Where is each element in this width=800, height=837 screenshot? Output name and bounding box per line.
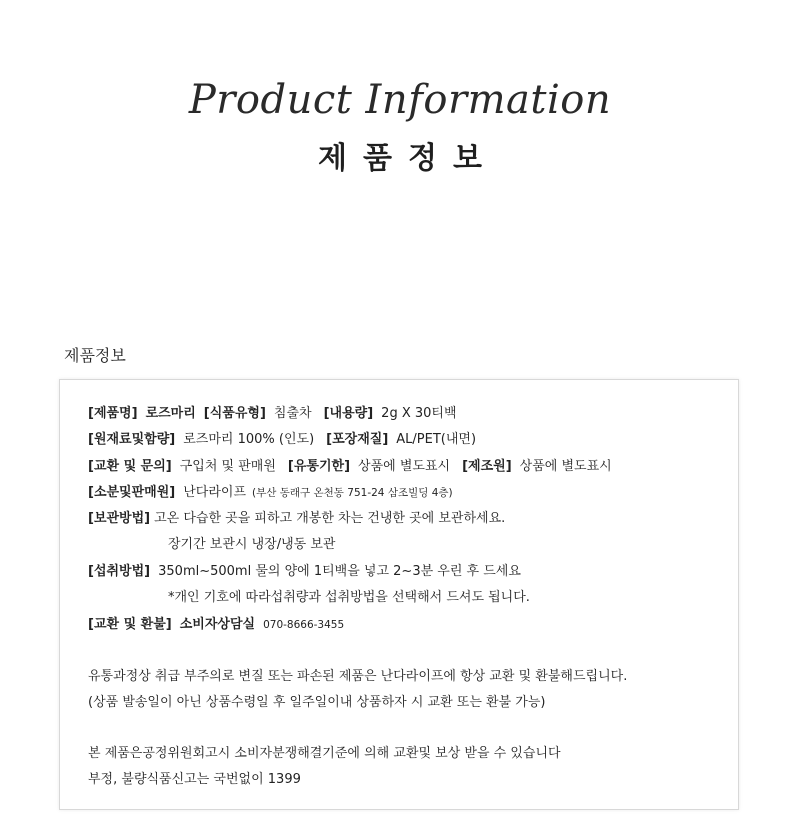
food-type-label: [식품유형] [203,406,266,421]
manufacturer-value: 상품에 별도표시 [519,459,612,474]
row-ingredients [88,430,488,450]
inquiry-value: 구입처 및 판매원 [179,459,276,474]
notice-4: 부정, 불량식품신고는 국번없이 1399 [88,772,301,787]
volume-label: [내용량] [323,406,374,421]
title-korean: 제품정보 [318,141,498,176]
storage-value: 고온 다습한 곳을 피하고 개봉한 차는 건냉한 곳에 보관하세요. [154,511,506,526]
distributor-label: [소분및판매원] [88,485,176,500]
title-english: Product Information [188,77,612,123]
intake-label: [섭취방법] [88,564,151,579]
food-type-value: 침출차 [273,406,312,421]
expiry-value: 상품에 별도표시 [358,459,451,474]
product-info-box [59,379,739,810]
row-storage-note: 장기간 보관시 냉장/냉동 보관 [168,537,336,552]
refund-center: 소비자상담실 [179,617,256,632]
refund-phone: 070-8666-3455 [263,619,345,631]
ingredients-label: [원재료및함량] [88,432,176,447]
product-name-label: [제품명] [88,406,138,421]
volume-value: 2g X 30티백 [381,406,457,421]
row-product-name [88,404,469,424]
row-intake [88,562,533,582]
product-name-value: 로즈마리 [145,406,196,421]
row-intake-note: *개인 기호에 따라섭취량과 섭취방법을 선택해서 드셔도 됩니다. [168,590,530,605]
manufacturer-label: [제조원] [462,459,512,474]
distributor-value: 난다라이프 [183,485,247,500]
notice-3: 본 제품은공정위원회고시 소비자분쟁해결기준에 의해 교환및 보상 받을 수 있습니다 [88,746,561,761]
row-refund [88,615,356,635]
packaging-label: [포장재질] [326,432,389,447]
inquiry-label: [교환 및 문의] [88,459,172,474]
row-distributor [88,483,465,503]
intake-value: 350ml~500ml 물의 양에 1티백을 넣고 2~3분 우린 후 드세요 [158,564,521,579]
notice-1: 유통과정상 취급 부주의로 변질 또는 파손된 제품은 난다라이프에 항상 교환 및 환불해드립니다. [88,669,628,684]
packaging-value: AL/PET(내면) [396,432,477,447]
storage-label: [보관방법] [88,511,151,526]
notice-2: (상품 발송일이 아닌 상품수령일 후 일주일이내 상품하자 시 교환 또는 환불 가능) [88,695,546,710]
expiry-label: [유통기한] [287,459,351,474]
row-inquiry [88,457,624,477]
section-label: 제품정보 [64,346,126,365]
ingredients-value: 로즈마리 100% (인도) [183,432,315,447]
distributor-address: (부산 동래구 온천동 751-24 삼조빌딩 4층) [252,487,453,499]
refund-label: [교환 및 환불] [88,617,172,632]
row-storage [88,509,517,529]
